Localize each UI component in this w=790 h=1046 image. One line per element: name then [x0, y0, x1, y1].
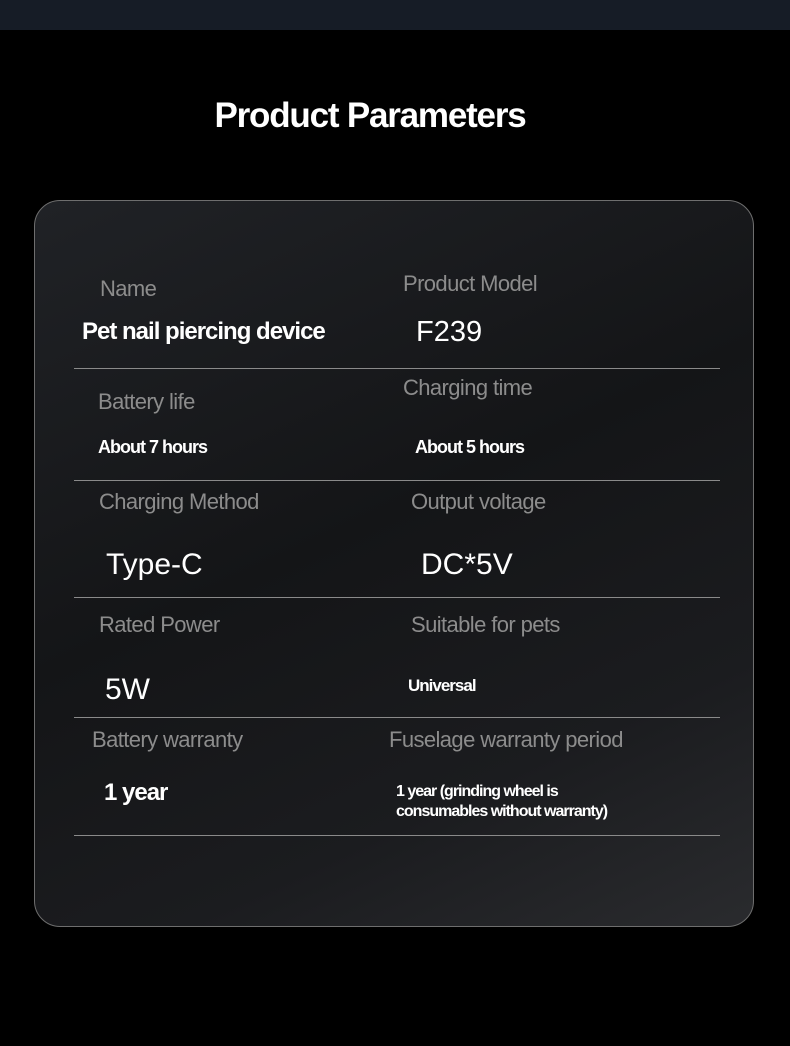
param-value-charging-time: About 5 hours: [415, 437, 524, 457]
param-label-name: Name: [100, 276, 157, 301]
param-value-name: Pet nail piercing device: [82, 318, 325, 345]
row-divider: [74, 368, 720, 369]
param-value-battery-warranty: 1 year: [104, 779, 168, 806]
param-label-rated-power: Rated Power: [99, 612, 220, 637]
row-divider: [74, 717, 720, 718]
param-value-charging-method: Type-C: [106, 548, 203, 581]
row-divider: [74, 835, 720, 836]
top-bar: [0, 0, 790, 30]
param-value-product-model: F239: [416, 316, 483, 348]
param-value-fuselage-warranty-line2: consumables without warranty): [396, 803, 608, 820]
param-label-output-voltage: Output voltage: [411, 489, 546, 514]
param-value-fuselage-warranty-line1: 1 year (grinding wheel is: [396, 783, 558, 800]
param-label-battery-warranty: Battery warranty: [92, 727, 243, 752]
row-divider: [74, 597, 720, 598]
param-label-charging-method: Charging Method: [99, 489, 259, 514]
param-value-rated-power: 5W: [105, 673, 150, 706]
param-value-output-voltage: DC*5V: [421, 548, 513, 581]
param-label-fuselage-warranty: Fuselage warranty period: [389, 727, 623, 752]
param-label-charging-time: Charging time: [403, 375, 533, 400]
param-label-product-model: Product Model: [403, 271, 538, 296]
page-title: Product Parameters: [214, 96, 526, 135]
row-divider: [74, 480, 720, 481]
param-value-suitable-for-pets: Universal: [408, 676, 476, 695]
param-value-battery-life: About 7 hours: [98, 437, 207, 457]
param-label-suitable-for-pets: Suitable for pets: [411, 612, 560, 637]
param-label-battery-life: Battery life: [98, 389, 195, 414]
